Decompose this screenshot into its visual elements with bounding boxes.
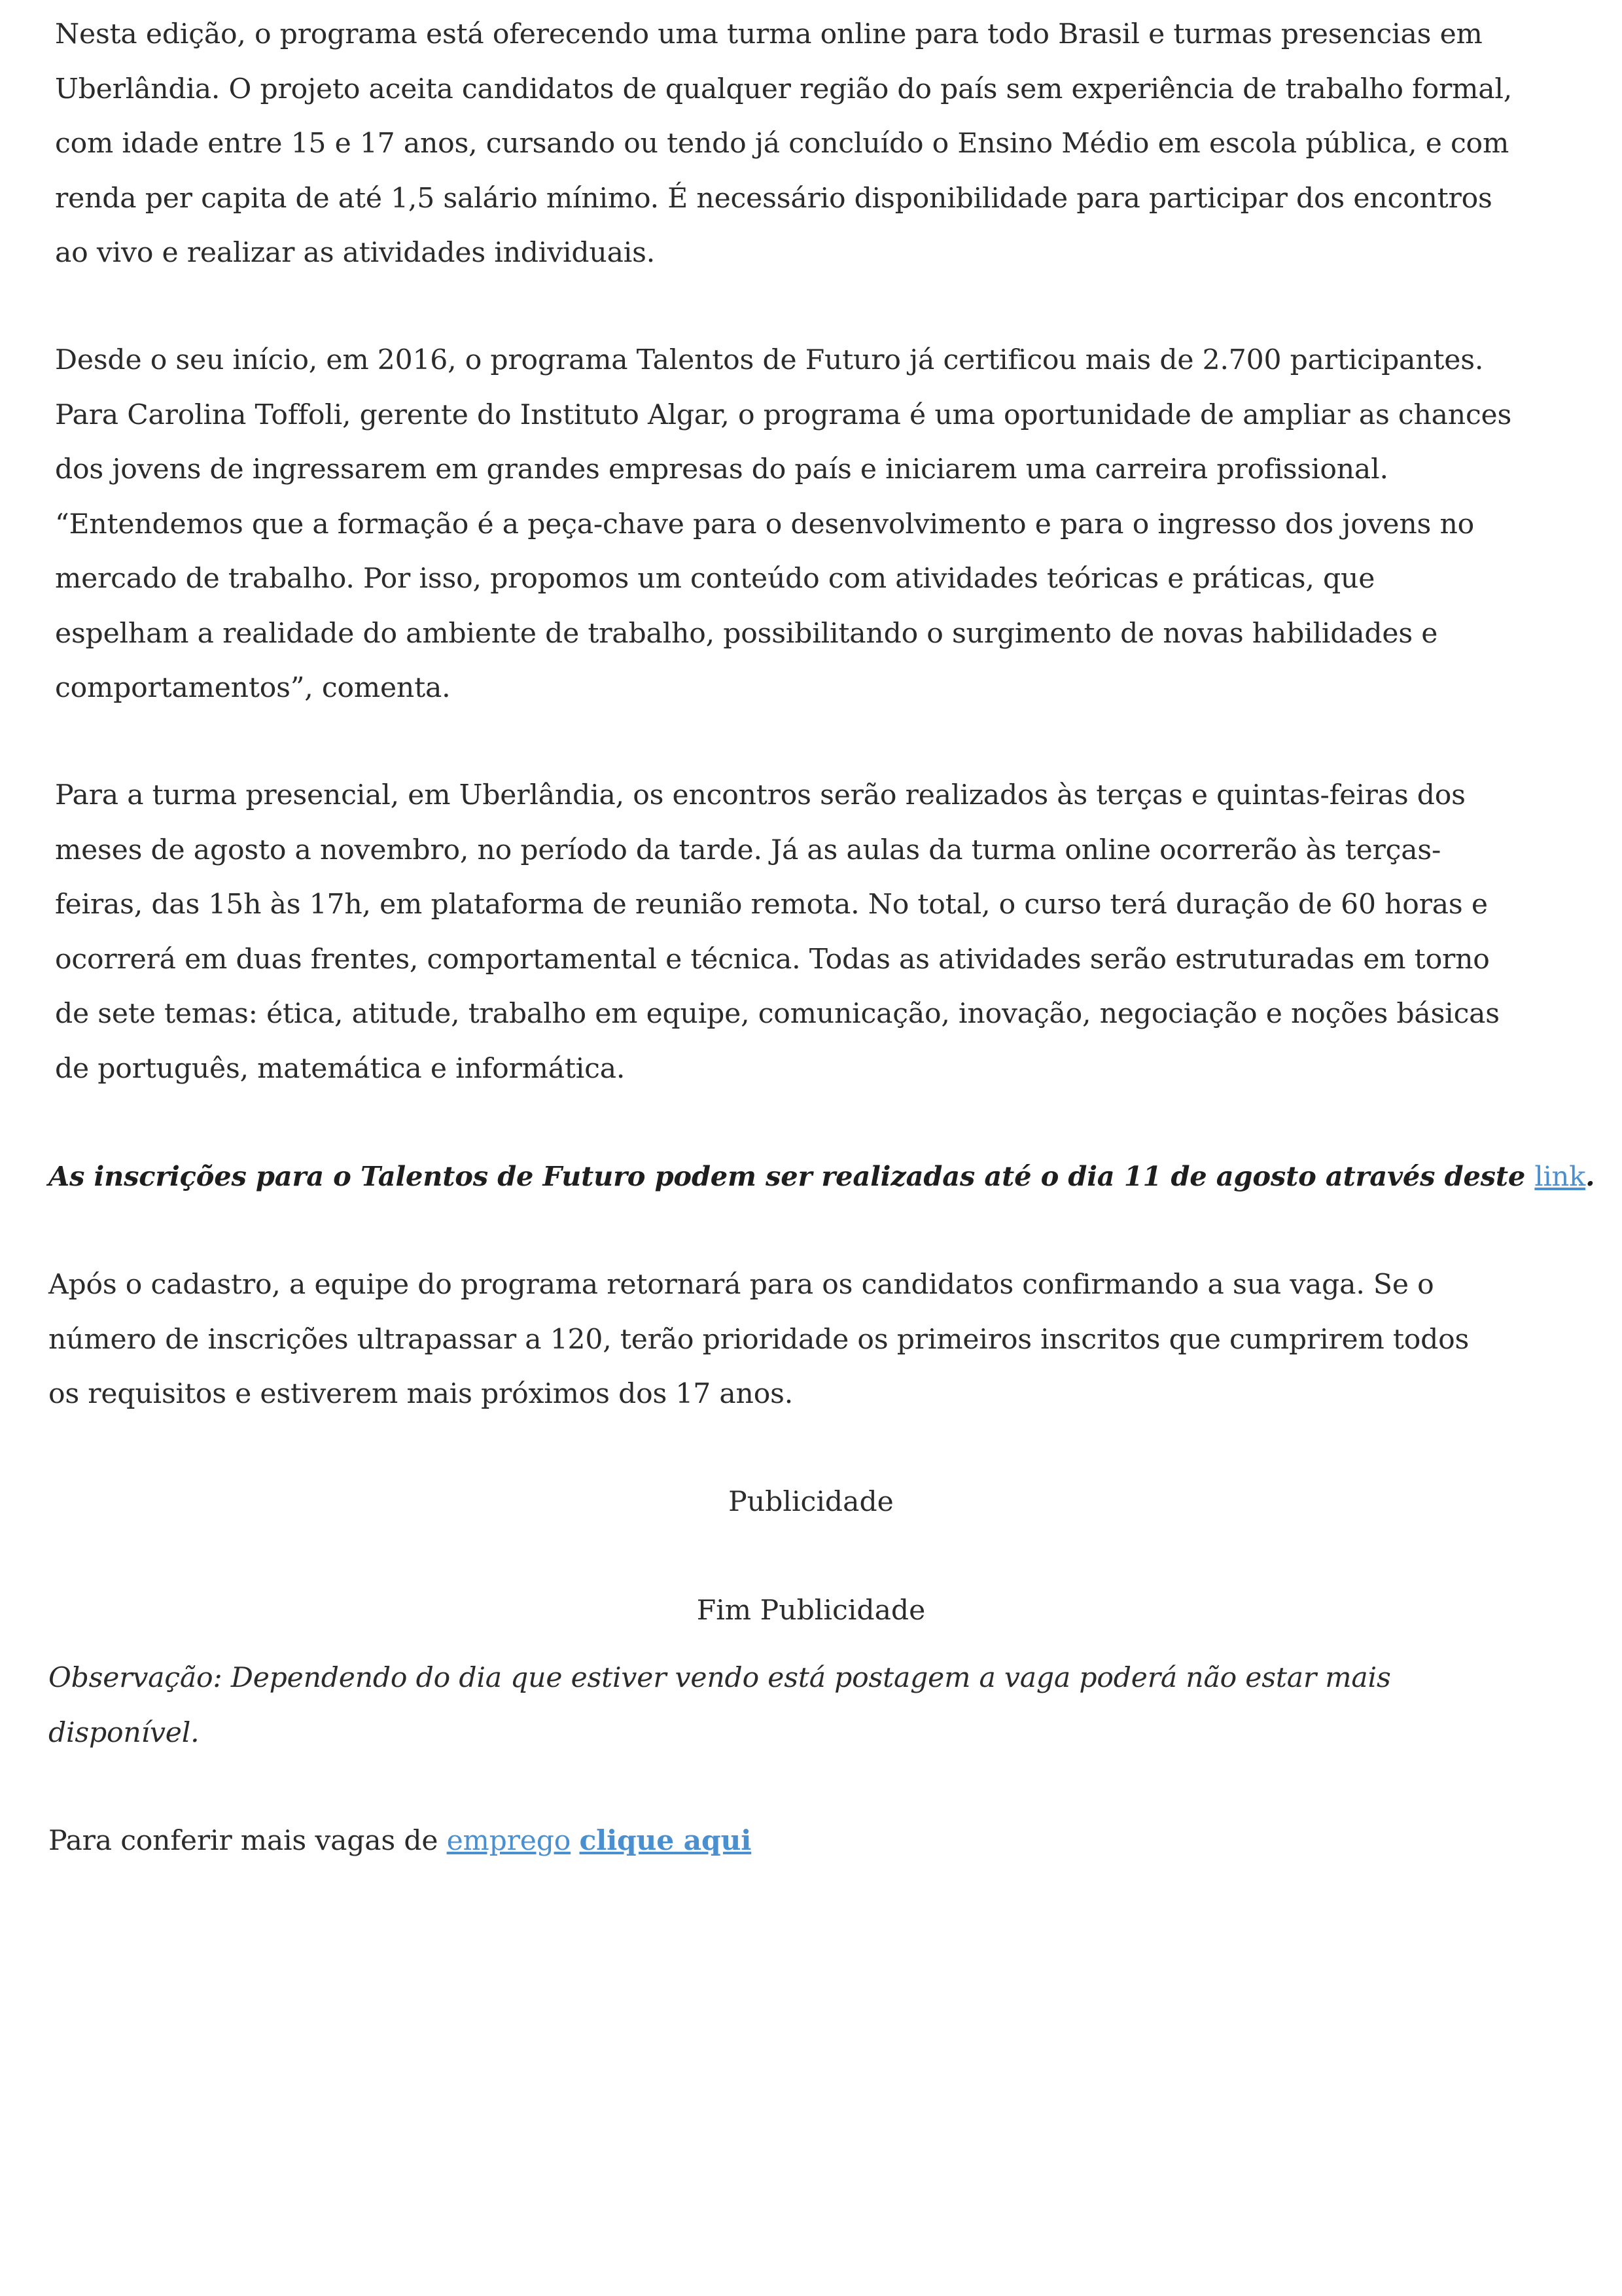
text-line: disponível. xyxy=(48,1716,200,1749)
emprego-link[interactable]: emprego xyxy=(446,1825,571,1857)
note-paragraph xyxy=(48,1651,1391,1760)
text-line: dos jovens de ingressarem em grandes empresas do país e iniciarem uma carreira profissional. xyxy=(55,453,1388,486)
text-line: mercado de trabalho. Por isso, propomos um conteúdo com atividades teóricas e práticas, que xyxy=(55,563,1375,595)
text-line: de sete temas: ética, atitude, trabalho em equipe, comunicação, inovação, negociação e noções básicas xyxy=(55,998,1500,1030)
text-line: de português, matemática e informática. xyxy=(55,1052,626,1085)
registration-end: . xyxy=(1585,1160,1595,1192)
paragraph-program-history xyxy=(55,333,1511,716)
ad-start-label: Publicidade xyxy=(728,1486,894,1518)
paragraph-edition-info xyxy=(55,7,1512,281)
text-line: os requisitos e estiverem mais próximos dos 17 anos. xyxy=(48,1378,794,1410)
text-line: com idade entre 15 e 17 anos, cursando ou tendo já concluído o Ensino Médio em escola pública, e com xyxy=(55,128,1509,160)
text-line: Nesta edição, o programa está oferecendo uma turma online para todo Brasil e turmas presencias em xyxy=(55,18,1483,50)
text-line: meses de agosto a novembro, no período da tarde. Já as aulas da turma online ocorrerão às terças- xyxy=(55,834,1441,866)
text-line: Observação: Dependendo do dia que estiver vendo está postagem a vaga poderá não estar mais xyxy=(48,1662,1391,1694)
text-line: Para Carolina Toffoli, gerente do Instituto Algar, o programa é uma oportunidade de ampliar as chances xyxy=(55,398,1512,431)
text-line: comportamentos”, comenta. xyxy=(55,672,451,704)
text-line: espelham a realidade do ambiente de trabalho, possibilitando o surgimento de novas habilidades e xyxy=(55,617,1438,650)
text-line: feiras, das 15h às 17h, em plataforma de reunião remota. No total, o curso terá duração de 60 horas e xyxy=(55,889,1488,921)
more-jobs-text: Para conferir mais vagas de xyxy=(48,1825,447,1857)
text-line: Para a turma presencial, em Uberlândia, os encontros serão realizados às terças e quintas-feiras dos xyxy=(55,779,1466,811)
text-line: número de inscrições ultrapassar a 120, terão prioridade os primeiros inscritos que cumprirem todos xyxy=(48,1323,1470,1356)
text-line: “Entendemos que a formação é a peça-chave para o desenvolvimento e para o ingresso dos jovens no xyxy=(55,508,1475,540)
paragraph-selection xyxy=(48,1258,1469,1422)
ad-end-label: Fim Publicidade xyxy=(696,1595,926,1627)
text-line: ao vivo e realizar as atividades individuais. xyxy=(55,237,656,269)
text-line: Uberlândia. O projeto aceita candidatos de qualquer região do país sem experiência de trabalho formal, xyxy=(55,73,1513,105)
text-line: Desde o seu início, em 2016, o programa Talentos de Futuro já certificou mais de 2.700 participantes. xyxy=(55,344,1484,376)
text-line: Após o cadastro, a equipe do programa retornará para os candidatos confirmando a sua vaga. Se o xyxy=(48,1269,1434,1301)
clique-aqui-link[interactable]: clique aqui xyxy=(579,1824,752,1857)
registration-notice xyxy=(48,1149,1595,1204)
text-line: ocorrerá em duas frentes, comportamental e técnica. Todas as atividades serão estruturadas em torno xyxy=(55,943,1490,976)
more-jobs-space xyxy=(571,1825,579,1857)
registration-text: As inscrições para o Talentos de Futuro podem ser realizadas até o dia 11 de agosto através deste xyxy=(48,1160,1535,1192)
paragraph-schedule xyxy=(55,768,1500,1096)
registration-link[interactable]: link xyxy=(1534,1160,1586,1192)
more-jobs-paragraph xyxy=(48,1814,751,1869)
text-line: renda per capita de até 1,5 salário mínimo. É necessário disponibilidade para participar dos encontros xyxy=(55,182,1492,215)
